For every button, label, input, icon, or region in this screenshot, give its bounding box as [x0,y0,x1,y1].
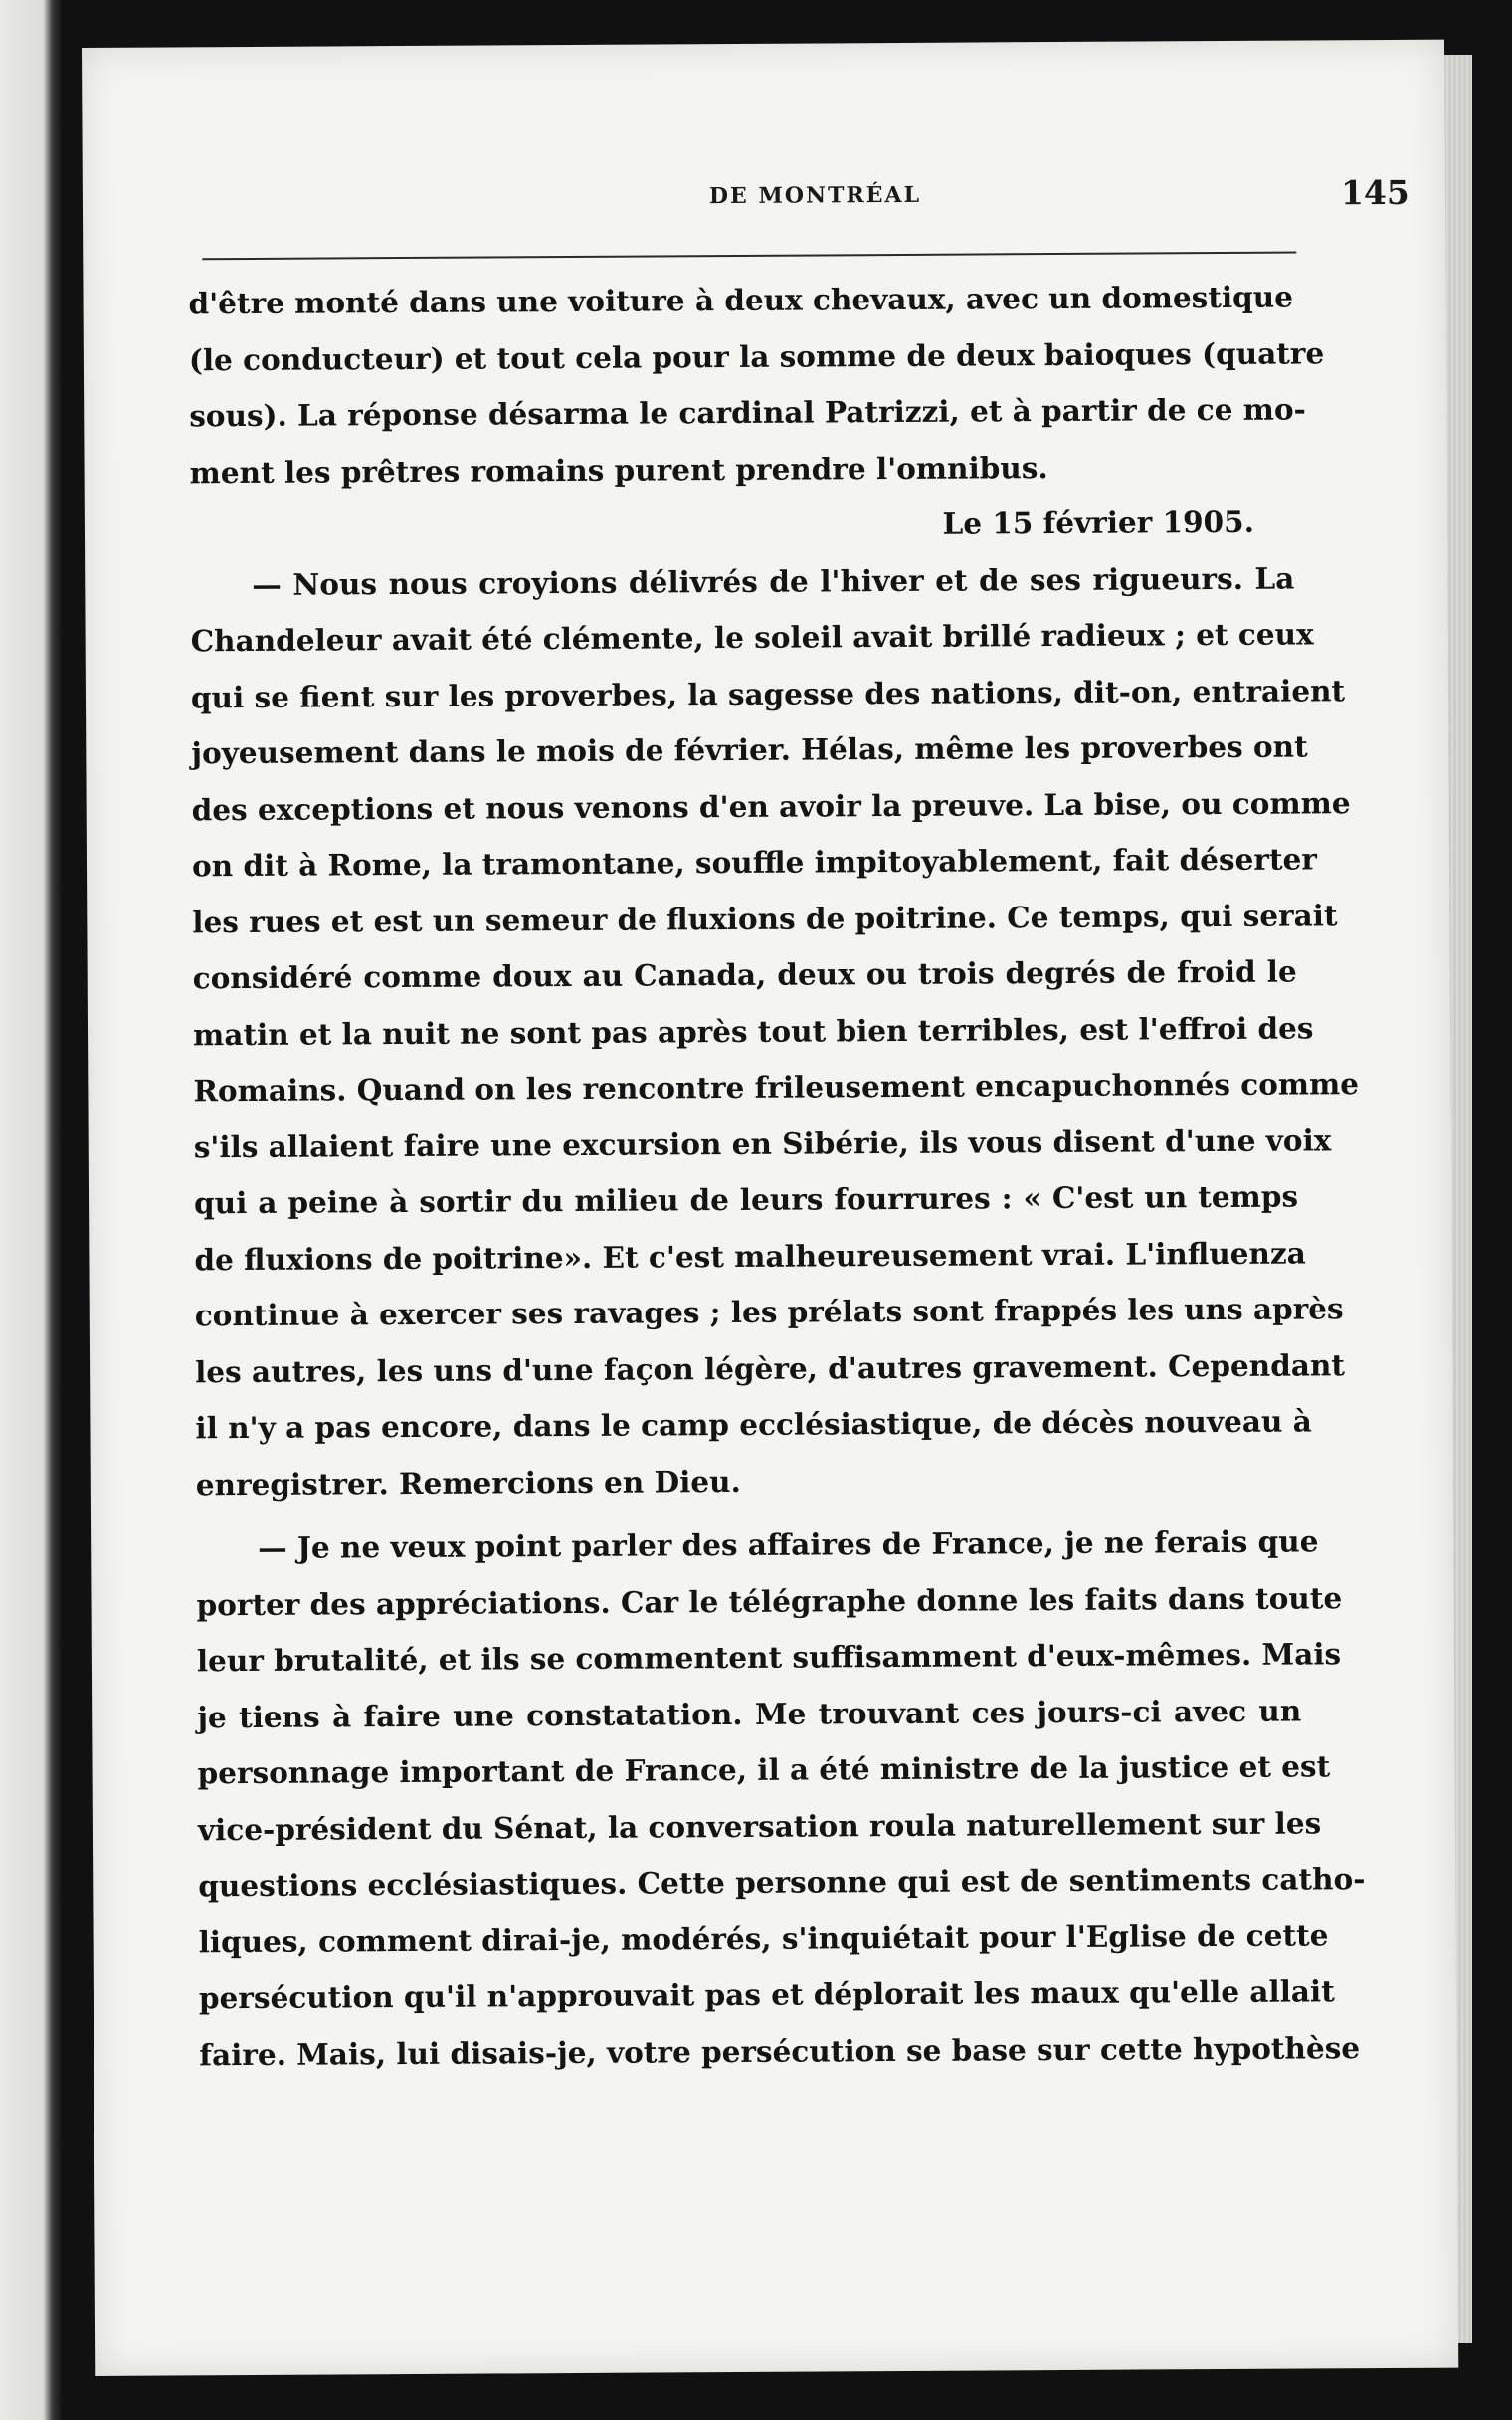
paragraph-1 [188,270,1325,502]
text-line: qui a peine à sortir du milieu de leurs fourrures : « C'est un temps [193,1178,1299,1221]
text-line: sous). La réponse désarma le cardinal Patrizzi, et à partir de ce mo- [189,391,1306,434]
text-line: matin et la nuit ne sont pas après tout bien terribles, est l'effroi des [192,1009,1314,1052]
adjacent-page-strip [0,0,62,2420]
text-line: liques, comment dirai-je, modérés, s'inquiétait pour l'Eglise de cette [198,1916,1329,1959]
running-head-title: DE MONTRÉAL [708,181,922,210]
text-line: Romains. Quand on les rencontre frileusement encapuchonnés comme [193,1066,1360,1109]
dateline: Le 15 février 1905. [942,504,1255,541]
text-line: (le conducteur) et tout cela pour la somme de deux baioques (quatre [188,334,1325,377]
text-line: leur brutalité, et ils se commentent suffisamment d'eux-mêmes. Mais [196,1636,1342,1679]
text-line: d'être monté dans une voiture à deux chevaux, avec un domestique [188,279,1294,321]
text-line: faire. Mais, lui disais-je, votre persécution se base sur cette hypothèse [199,2029,1361,2072]
book-page [82,40,1458,2376]
text-line: les rues et est un semeur de fluxions de poitrine. Ce temps, qui serait [192,897,1338,939]
text-line: on dit à Rome, la tramontane, souffle impitoyablement, fait déserter [191,841,1317,884]
text-line: questions ecclésiastiques. Cette personne qui est de sentiments catho- [198,1861,1366,1904]
paragraph-3 [196,1514,1366,2084]
text-line: il n'y a pas encore, dans le camp ecclésiastique, de décès nouveau à [195,1403,1312,1446]
header-rule [202,252,1296,261]
page-text [188,270,1366,2084]
page-number: 145 [1340,172,1410,213]
running-head [202,135,1410,213]
text-line: continue à exercer ses ravages ; les prélats sont frappés les uns après [194,1291,1344,1333]
text-line: personnage important de France, il a été ministre de la justice et est [197,1748,1331,1791]
text-line: de fluxions de poitrine». Et c'est malheureusement vrai. L'influenza [194,1235,1306,1277]
text-line: — Nous nous croyions délivrés de l'hiver et de ses rigueurs. La [252,560,1295,602]
text-line: enregistrer. Remercions en Dieu. [195,1463,741,1502]
text-line: persécution qu'il n'approuvait pas et déplorait les maux qu'elle allait [198,1973,1335,2016]
text-line: Chandeleur avait été clémente, le soleil avait brillé radieux ; et ceux [190,616,1314,659]
text-line: s'ils allaient faire une excursion en Sibérie, ils vous disent d'une voix [193,1121,1332,1164]
text-line: porter des appréciations. Car le télégraphe donne les faits dans toute [196,1579,1343,1622]
text-line: des exceptions et nous venons d'en avoir la preuve. La bise, ou comme [191,784,1351,827]
text-line: les autres, les uns d'une façon légère, d'autres gravement. Cependant [195,1346,1346,1389]
text-line: je tiens à faire une constatation. Me trouvant ces jours-ci avec un [197,1693,1302,1734]
text-line: qui se fient sur les proverbes, la sagesse des nations, dit-on, entraient [190,672,1346,714]
text-line: — Je ne veux point parler des affaires de France, je ne ferais que [258,1523,1319,1565]
paragraph-2 [190,550,1360,1512]
text-line: ment les prêtres romains purent prendre l'omnibus. [189,449,1048,490]
text-line: vice-président du Sénat, la conversation roula naturellement sur les [197,1804,1322,1847]
text-line: considéré comme doux au Canada, deux ou trois degrés de froid le [192,953,1297,996]
text-line: joyeusement dans le mois de février. Hélas, même les proverbes ont [191,728,1308,771]
